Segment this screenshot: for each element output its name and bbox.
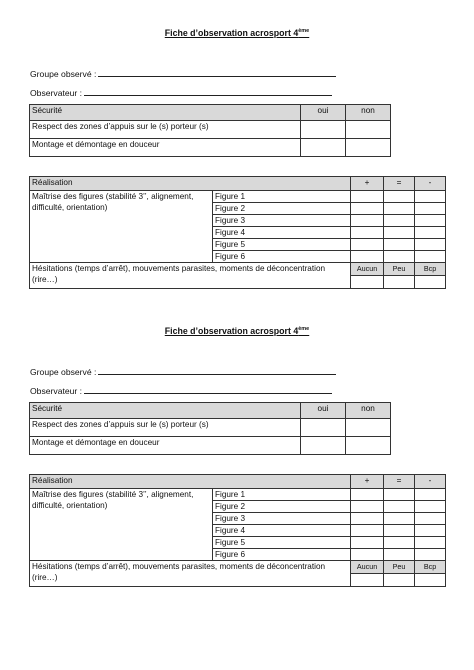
checkbox-cell[interactable] [415,203,446,215]
checkbox-cell[interactable] [351,513,384,525]
col-oui: oui [301,403,346,419]
checkbox-cell[interactable] [351,227,384,239]
col-plus: + [351,177,384,191]
checkbox-cell[interactable] [351,537,384,549]
securite-row-label: Montage et démontage en douceur [30,437,301,455]
checkbox-cell[interactable] [384,574,415,587]
figure-label: Figure 2 [213,203,351,215]
checkbox-cell[interactable] [384,489,415,501]
checkbox-cell[interactable] [301,139,346,157]
realisation-table [29,474,446,587]
checkbox-cell[interactable] [415,276,446,289]
groupe-observe-line[interactable] [30,68,336,79]
sheet-title: Fiche d’observation acrosport 4ème [164,28,310,38]
checkbox-cell[interactable] [351,549,384,561]
checkbox-cell[interactable] [351,501,384,513]
hesitations-label: Hésitations (temps d’arrêt), mouvements parasites, moments de déconcentration (rire…) [30,263,351,289]
figure-label: Figure 6 [213,251,351,263]
col-bcp: Bcp [415,561,446,574]
groupe-observe-label: Groupe observé : [30,367,97,377]
checkbox-cell[interactable] [415,239,446,251]
col-equal: = [384,475,415,489]
observation-sheet-1 [0,0,474,300]
checkbox-cell[interactable] [351,251,384,263]
figure-label: Figure 4 [213,525,351,537]
figure-label: Figure 3 [213,215,351,227]
col-oui: oui [301,105,346,121]
groupe-observe-field[interactable] [98,68,336,77]
col-peu: Peu [384,263,415,276]
figure-label: Figure 6 [213,549,351,561]
checkbox-cell[interactable] [384,191,415,203]
checkbox-cell[interactable] [346,419,391,437]
checkbox-cell[interactable] [351,239,384,251]
figure-label: Figure 5 [213,239,351,251]
checkbox-cell[interactable] [384,215,415,227]
observateur-label: Observateur : [30,88,83,98]
col-non: non [346,105,391,121]
checkbox-cell[interactable] [384,513,415,525]
checkbox-cell[interactable] [384,203,415,215]
observateur-field[interactable] [84,87,332,96]
col-peu: Peu [384,561,415,574]
col-aucun: Aucun [351,561,384,574]
groupe-observe-label: Groupe observé : [30,69,97,79]
checkbox-cell[interactable] [415,549,446,561]
checkbox-cell[interactable] [351,191,384,203]
checkbox-cell[interactable] [415,513,446,525]
checkbox-cell[interactable] [351,574,384,587]
observateur-line[interactable] [30,87,332,98]
checkbox-cell[interactable] [384,227,415,239]
checkbox-cell[interactable] [415,537,446,549]
realisation-header: Réalisation [30,177,351,191]
securite-row-label: Respect des zones d’appuis sur le (s) porteur (s) [30,419,301,437]
securite-row-label: Montage et démontage en douceur [30,139,301,157]
checkbox-cell[interactable] [415,251,446,263]
checkbox-cell[interactable] [351,215,384,227]
checkbox-cell[interactable] [351,525,384,537]
groupe-observe-field[interactable] [98,366,336,375]
checkbox-cell[interactable] [415,501,446,513]
hesitations-label: Hésitations (temps d’arrêt), mouvements parasites, moments de déconcentration (rire…) [30,561,351,587]
checkbox-cell[interactable] [384,501,415,513]
figure-label: Figure 5 [213,537,351,549]
col-minus: - [415,177,446,191]
figure-label: Figure 2 [213,501,351,513]
checkbox-cell[interactable] [346,121,391,139]
checkbox-cell[interactable] [351,276,384,289]
checkbox-cell[interactable] [384,549,415,561]
securite-header: Sécurité [30,105,301,121]
checkbox-cell[interactable] [415,489,446,501]
securite-header: Sécurité [30,403,301,419]
figure-label: Figure 1 [213,191,351,203]
maitrise-label: Maîtrise des figures (stabilité 3’’, alignement, difficulté, orientation) [30,489,213,561]
checkbox-cell[interactable] [384,537,415,549]
checkbox-cell[interactable] [351,203,384,215]
checkbox-cell[interactable] [351,489,384,501]
col-plus: + [351,475,384,489]
col-non: non [346,403,391,419]
observateur-field[interactable] [84,385,332,394]
checkbox-cell[interactable] [415,191,446,203]
figure-label: Figure 3 [213,513,351,525]
col-minus: - [415,475,446,489]
checkbox-cell[interactable] [415,215,446,227]
observateur-line[interactable] [30,385,332,396]
checkbox-cell[interactable] [384,276,415,289]
checkbox-cell[interactable] [346,437,391,455]
figure-label: Figure 1 [213,489,351,501]
checkbox-cell[interactable] [384,525,415,537]
realisation-table [29,176,446,289]
checkbox-cell[interactable] [415,227,446,239]
figure-label: Figure 4 [213,227,351,239]
col-equal: = [384,177,415,191]
observateur-label: Observateur : [30,386,83,396]
checkbox-cell[interactable] [301,121,346,139]
securite-table [29,104,391,157]
checkbox-cell[interactable] [415,574,446,587]
checkbox-cell[interactable] [346,139,391,157]
maitrise-label: Maîtrise des figures (stabilité 3’’, alignement, difficulté, orientation) [30,191,213,263]
checkbox-cell[interactable] [301,437,346,455]
checkbox-cell[interactable] [384,251,415,263]
sheet-title: Fiche d’observation acrosport 4ème [164,326,310,336]
checkbox-cell[interactable] [384,239,415,251]
col-aucun: Aucun [351,263,384,276]
realisation-header: Réalisation [30,475,351,489]
checkbox-cell[interactable] [415,525,446,537]
col-bcp: Bcp [415,263,446,276]
securite-table [29,402,391,455]
checkbox-cell[interactable] [301,419,346,437]
groupe-observe-line[interactable] [30,366,336,377]
observation-sheet-2 [0,298,474,598]
securite-row-label: Respect des zones d’appuis sur le (s) porteur (s) [30,121,301,139]
